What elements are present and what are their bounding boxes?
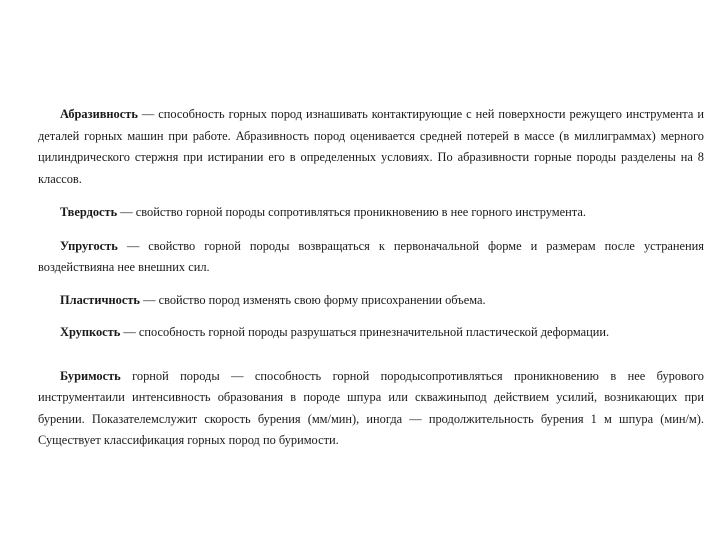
- document-body: [38, 104, 704, 452]
- term-abrasiveness: Абразивность: [60, 107, 138, 121]
- definition-brittleness: — способность горной породы разрушаться принезначительной пластической деформации.: [120, 325, 610, 339]
- term-plasticity: Пластичность: [60, 292, 140, 307]
- paragraph-plasticity: [38, 290, 704, 312]
- paragraph-elasticity: [38, 236, 704, 279]
- paragraph-abrasiveness: [38, 104, 704, 190]
- definition-elasticity: — свойство горной породы возвращаться к первоначальной форме и размерам после устранения воздействияна нее внешних сил.: [38, 238, 704, 274]
- definition-hardness: — свойство горной породы сопротивляться проникновению в нее горного инструмента.: [117, 205, 586, 219]
- term-drillability: Буримость: [60, 368, 121, 383]
- paragraph-spacer: [38, 224, 704, 236]
- paragraph-spacer: [38, 344, 704, 366]
- paragraph-spacer: [38, 279, 704, 290]
- paragraph-hardness: [38, 202, 704, 224]
- term-brittleness: Хрупкость: [60, 325, 121, 339]
- paragraph-drillability: [38, 366, 704, 452]
- definition-plasticity: — свойство пород изменять свою форму присохранении объема.: [139, 292, 486, 307]
- term-elasticity: Упругость: [60, 238, 118, 253]
- paragraph-spacer: [38, 311, 704, 322]
- definition-abrasiveness: — способность горных пород изнашивать контактирующие с ней поверхности режущего инструмента и деталей горных машин при работе. Абразивность пород оценивается средней потерей в массе (в миллиграммах) мерного цилиндрического стержня при истирании его в определенных условиях. По абразивности горные породы разделены на 8 классов.: [38, 107, 704, 186]
- definition-drillability: горной породы — способность горной породысопротивляться проникновению в нее бурового инструментаили интенсивность образования в породе шпура или скважиныпод действием усилий, возникающих при бурении. Показателемслужит скорость бурения (мм/мин), иногда — продолжительность бурения 1 м шпура (мин/м). Существует классификация горных пород по буримости.: [38, 368, 704, 447]
- term-hardness: Твердость: [60, 205, 118, 219]
- paragraph-spacer: [38, 190, 704, 202]
- paragraph-brittleness: [38, 322, 704, 344]
